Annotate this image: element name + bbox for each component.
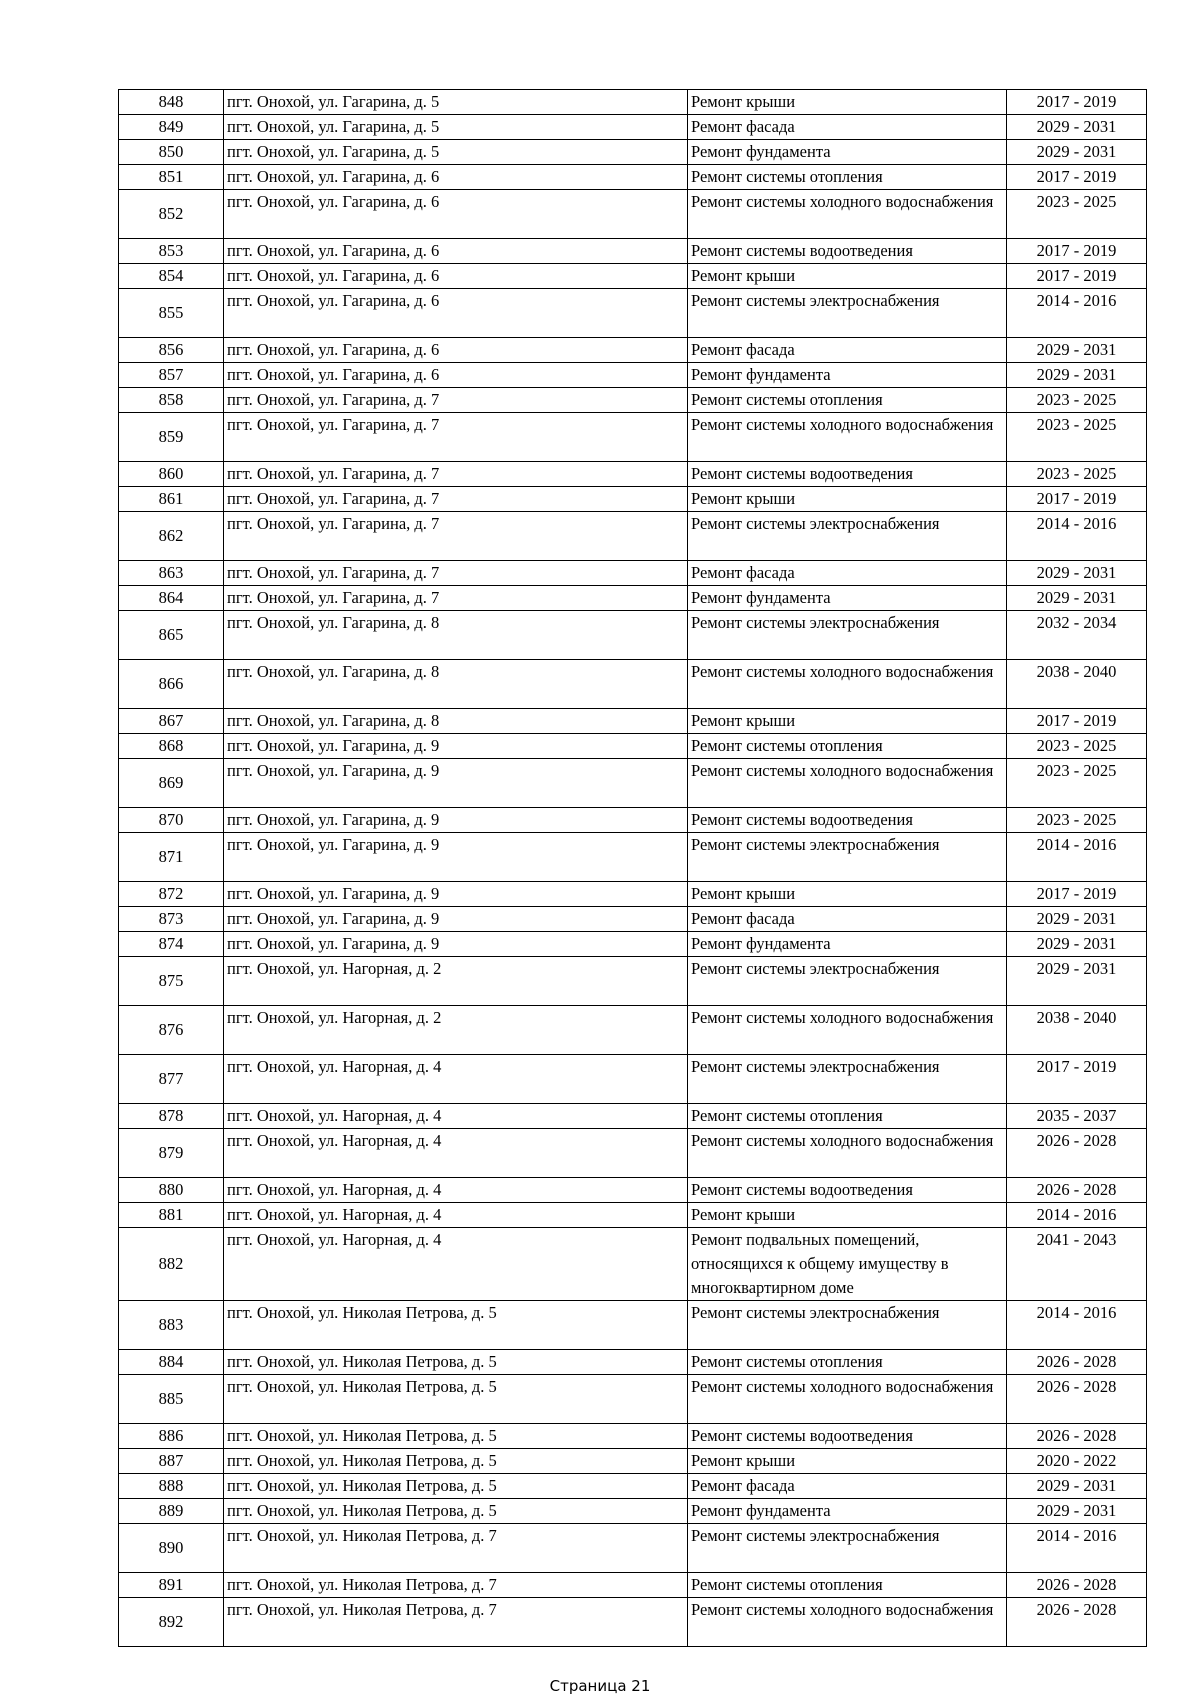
row-number-cell: 860 [119,462,224,487]
row-number-cell: 861 [119,487,224,512]
address-cell: пгт. Онохой, ул. Гагарина, д. 9 [224,882,688,907]
table-row [119,759,1147,808]
row-number-cell: 880 [119,1178,224,1203]
page-footer [0,1677,1200,1695]
row-number-cell: 858 [119,388,224,413]
period-cell: 2017 - 2019 [1007,90,1147,115]
address-cell: пгт. Онохой, ул. Николая Петрова, д. 5 [224,1474,688,1499]
table-row [119,734,1147,759]
row-number-cell: 890 [119,1524,224,1573]
address-cell: пгт. Онохой, ул. Николая Петрова, д. 7 [224,1598,688,1647]
address-cell: пгт. Онохой, ул. Гагарина, д. 8 [224,660,688,709]
work-type-cell: Ремонт системы электроснабжения [688,1055,1007,1104]
work-type-cell: Ремонт системы электроснабжения [688,1524,1007,1573]
table-row [119,1055,1147,1104]
address-cell: пгт. Онохой, ул. Гагарина, д. 7 [224,413,688,462]
work-type-cell: Ремонт фасада [688,561,1007,586]
row-number-cell: 879 [119,1129,224,1178]
work-type-cell: Ремонт системы отопления [688,1350,1007,1375]
work-type-cell: Ремонт крыши [688,882,1007,907]
row-number-cell: 859 [119,413,224,462]
work-type-cell: Ремонт системы холодного водоснабжения [688,1129,1007,1178]
page-number: Страница 21 [549,1677,651,1695]
table-row [119,1104,1147,1129]
row-number-cell: 865 [119,611,224,660]
period-cell: 2014 - 2016 [1007,1203,1147,1228]
address-cell: пгт. Онохой, ул. Николая Петрова, д. 5 [224,1350,688,1375]
table-row [119,1449,1147,1474]
table-row [119,115,1147,140]
address-cell: пгт. Онохой, ул. Гагарина, д. 7 [224,462,688,487]
table-row [119,90,1147,115]
address-cell: пгт. Онохой, ул. Гагарина, д. 6 [224,338,688,363]
table-row [119,709,1147,734]
period-cell: 2029 - 2031 [1007,586,1147,611]
work-type-cell: Ремонт системы электроснабжения [688,1301,1007,1350]
address-cell: пгт. Онохой, ул. Гагарина, д. 9 [224,734,688,759]
period-cell: 2014 - 2016 [1007,1524,1147,1573]
work-type-cell: Ремонт крыши [688,1203,1007,1228]
address-cell: пгт. Онохой, ул. Нагорная, д. 2 [224,1006,688,1055]
address-cell: пгт. Онохой, ул. Николая Петрова, д. 5 [224,1499,688,1524]
row-number-cell: 869 [119,759,224,808]
address-cell: пгт. Онохой, ул. Гагарина, д. 6 [224,239,688,264]
address-cell: пгт. Онохой, ул. Нагорная, д. 4 [224,1203,688,1228]
row-number-cell: 853 [119,239,224,264]
work-type-cell: Ремонт системы водоотведения [688,1424,1007,1449]
work-type-cell: Ремонт системы отопления [688,1104,1007,1129]
address-cell: пгт. Онохой, ул. Нагорная, д. 4 [224,1129,688,1178]
row-number-cell: 874 [119,932,224,957]
period-cell: 2014 - 2016 [1007,1301,1147,1350]
period-cell: 2029 - 2031 [1007,957,1147,1006]
period-cell: 2017 - 2019 [1007,264,1147,289]
row-number-cell: 886 [119,1424,224,1449]
address-cell: пгт. Онохой, ул. Гагарина, д. 6 [224,264,688,289]
work-type-cell: Ремонт системы холодного водоснабжения [688,1375,1007,1424]
work-type-cell: Ремонт системы холодного водоснабжения [688,1006,1007,1055]
work-type-cell: Ремонт фасада [688,338,1007,363]
row-number-cell: 854 [119,264,224,289]
address-cell: пгт. Онохой, ул. Гагарина, д. 6 [224,289,688,338]
table-row [119,338,1147,363]
period-cell: 2023 - 2025 [1007,808,1147,833]
work-type-cell: Ремонт фасада [688,907,1007,932]
table-row [119,239,1147,264]
address-cell: пгт. Онохой, ул. Нагорная, д. 4 [224,1178,688,1203]
table-row [119,1499,1147,1524]
table-row [119,1424,1147,1449]
table-row [119,833,1147,882]
address-cell: пгт. Онохой, ул. Нагорная, д. 2 [224,957,688,1006]
period-cell: 2029 - 2031 [1007,140,1147,165]
period-cell: 2014 - 2016 [1007,512,1147,561]
work-type-cell: Ремонт системы отопления [688,1573,1007,1598]
period-cell: 2029 - 2031 [1007,1499,1147,1524]
row-number-cell: 857 [119,363,224,388]
work-type-cell: Ремонт фасада [688,115,1007,140]
table-row [119,1524,1147,1573]
row-number-cell: 889 [119,1499,224,1524]
address-cell: пгт. Онохой, ул. Николая Петрова, д. 5 [224,1301,688,1350]
row-number-cell: 887 [119,1449,224,1474]
work-type-cell: Ремонт системы отопления [688,734,1007,759]
table-row [119,1203,1147,1228]
table-row [119,190,1147,239]
period-cell: 2014 - 2016 [1007,289,1147,338]
period-cell: 2029 - 2031 [1007,115,1147,140]
period-cell: 2017 - 2019 [1007,1055,1147,1104]
period-cell: 2017 - 2019 [1007,165,1147,190]
table-row [119,1006,1147,1055]
table-row [119,1350,1147,1375]
table-row [119,808,1147,833]
address-cell: пгт. Онохой, ул. Гагарина, д. 5 [224,115,688,140]
work-type-cell: Ремонт подвальных помещений, относящихся к общему имуществу в многоквартирном доме [688,1228,1007,1301]
work-type-cell: Ремонт фундамента [688,586,1007,611]
address-cell: пгт. Онохой, ул. Гагарина, д. 5 [224,90,688,115]
address-cell: пгт. Онохой, ул. Николая Петрова, д. 7 [224,1573,688,1598]
row-number-cell: 873 [119,907,224,932]
address-cell: пгт. Онохой, ул. Гагарина, д. 7 [224,388,688,413]
row-number-cell: 868 [119,734,224,759]
work-type-cell: Ремонт системы электроснабжения [688,289,1007,338]
row-number-cell: 867 [119,709,224,734]
work-type-cell: Ремонт фундамента [688,140,1007,165]
period-cell: 2038 - 2040 [1007,1006,1147,1055]
row-number-cell: 856 [119,338,224,363]
table-row [119,1129,1147,1178]
table-row [119,264,1147,289]
period-cell: 2029 - 2031 [1007,338,1147,363]
period-cell: 2023 - 2025 [1007,759,1147,808]
table-row [119,1573,1147,1598]
address-cell: пгт. Онохой, ул. Гагарина, д. 9 [224,907,688,932]
period-cell: 2029 - 2031 [1007,932,1147,957]
work-type-cell: Ремонт фундамента [688,1499,1007,1524]
table-row [119,660,1147,709]
row-number-cell: 855 [119,289,224,338]
period-cell: 2029 - 2031 [1007,363,1147,388]
table-row [119,932,1147,957]
address-cell: пгт. Онохой, ул. Гагарина, д. 9 [224,808,688,833]
table-row [119,140,1147,165]
table-row [119,289,1147,338]
row-number-cell: 876 [119,1006,224,1055]
period-cell: 2023 - 2025 [1007,388,1147,413]
period-cell: 2026 - 2028 [1007,1375,1147,1424]
period-cell: 2029 - 2031 [1007,1474,1147,1499]
table-row [119,1228,1147,1301]
period-cell: 2014 - 2016 [1007,833,1147,882]
period-cell: 2032 - 2034 [1007,611,1147,660]
address-cell: пгт. Онохой, ул. Николая Петрова, д. 5 [224,1375,688,1424]
row-number-cell: 875 [119,957,224,1006]
row-number-cell: 864 [119,586,224,611]
period-cell: 2017 - 2019 [1007,882,1147,907]
row-number-cell: 852 [119,190,224,239]
work-type-cell: Ремонт системы водоотведения [688,239,1007,264]
table-row [119,882,1147,907]
address-cell: пгт. Онохой, ул. Гагарина, д. 6 [224,363,688,388]
work-type-cell: Ремонт системы холодного водоснабжения [688,660,1007,709]
period-cell: 2029 - 2031 [1007,561,1147,586]
address-cell: пгт. Онохой, ул. Гагарина, д. 9 [224,932,688,957]
work-type-cell: Ремонт системы электроснабжения [688,512,1007,561]
address-cell: пгт. Онохой, ул. Нагорная, д. 4 [224,1055,688,1104]
table-row [119,512,1147,561]
row-number-cell: 877 [119,1055,224,1104]
address-cell: пгт. Онохой, ул. Гагарина, д. 7 [224,512,688,561]
row-number-cell: 851 [119,165,224,190]
address-cell: пгт. Онохой, ул. Гагарина, д. 8 [224,709,688,734]
row-number-cell: 862 [119,512,224,561]
work-type-cell: Ремонт крыши [688,90,1007,115]
period-cell: 2017 - 2019 [1007,709,1147,734]
work-type-cell: Ремонт системы электроснабжения [688,611,1007,660]
period-cell: 2023 - 2025 [1007,462,1147,487]
period-cell: 2041 - 2043 [1007,1228,1147,1301]
work-type-cell: Ремонт крыши [688,487,1007,512]
period-cell: 2035 - 2037 [1007,1104,1147,1129]
table-row [119,611,1147,660]
table-row [119,1301,1147,1350]
row-number-cell: 863 [119,561,224,586]
works-table-body [119,90,1147,1647]
table-row [119,388,1147,413]
row-number-cell: 848 [119,90,224,115]
work-type-cell: Ремонт фундамента [688,932,1007,957]
row-number-cell: 891 [119,1573,224,1598]
work-type-cell: Ремонт системы водоотведения [688,1178,1007,1203]
table-row [119,907,1147,932]
address-cell: пгт. Онохой, ул. Гагарина, д. 9 [224,833,688,882]
work-type-cell: Ремонт системы водоотведения [688,462,1007,487]
table-row [119,363,1147,388]
row-number-cell: 870 [119,808,224,833]
row-number-cell: 885 [119,1375,224,1424]
address-cell: пгт. Онохой, ул. Гагарина, д. 9 [224,759,688,808]
table-row [119,462,1147,487]
table-row [119,413,1147,462]
period-cell: 2017 - 2019 [1007,239,1147,264]
works-table [118,89,1147,1647]
row-number-cell: 881 [119,1203,224,1228]
address-cell: пгт. Онохой, ул. Гагарина, д. 8 [224,611,688,660]
row-number-cell: 878 [119,1104,224,1129]
address-cell: пгт. Онохой, ул. Нагорная, д. 4 [224,1104,688,1129]
row-number-cell: 882 [119,1228,224,1301]
period-cell: 2026 - 2028 [1007,1598,1147,1647]
work-type-cell: Ремонт системы отопления [688,388,1007,413]
period-cell: 2026 - 2028 [1007,1129,1147,1178]
table-row [119,165,1147,190]
address-cell: пгт. Онохой, ул. Гагарина, д. 5 [224,140,688,165]
period-cell: 2026 - 2028 [1007,1178,1147,1203]
work-type-cell: Ремонт фундамента [688,363,1007,388]
row-number-cell: 884 [119,1350,224,1375]
work-type-cell: Ремонт фасада [688,1474,1007,1499]
row-number-cell: 866 [119,660,224,709]
table-row [119,561,1147,586]
table-row [119,1474,1147,1499]
work-type-cell: Ремонт системы водоотведения [688,808,1007,833]
row-number-cell: 871 [119,833,224,882]
row-number-cell: 888 [119,1474,224,1499]
period-cell: 2020 - 2022 [1007,1449,1147,1474]
address-cell: пгт. Онохой, ул. Гагарина, д. 6 [224,165,688,190]
row-number-cell: 872 [119,882,224,907]
period-cell: 2023 - 2025 [1007,413,1147,462]
table-row [119,1598,1147,1647]
work-type-cell: Ремонт системы холодного водоснабжения [688,413,1007,462]
address-cell: пгт. Онохой, ул. Гагарина, д. 6 [224,190,688,239]
work-type-cell: Ремонт системы холодного водоснабжения [688,1598,1007,1647]
period-cell: 2026 - 2028 [1007,1573,1147,1598]
work-type-cell: Ремонт системы холодного водоснабжения [688,190,1007,239]
period-cell: 2023 - 2025 [1007,190,1147,239]
work-type-cell: Ремонт крыши [688,264,1007,289]
table-row [119,957,1147,1006]
table-row [119,487,1147,512]
work-type-cell: Ремонт системы электроснабжения [688,833,1007,882]
address-cell: пгт. Онохой, ул. Нагорная, д. 4 [224,1228,688,1301]
row-number-cell: 849 [119,115,224,140]
table-row [119,586,1147,611]
address-cell: пгт. Онохой, ул. Гагарина, д. 7 [224,487,688,512]
address-cell: пгт. Онохой, ул. Николая Петрова, д. 7 [224,1524,688,1573]
work-type-cell: Ремонт системы электроснабжения [688,957,1007,1006]
work-type-cell: Ремонт системы холодного водоснабжения [688,759,1007,808]
work-type-cell: Ремонт системы отопления [688,165,1007,190]
period-cell: 2026 - 2028 [1007,1350,1147,1375]
address-cell: пгт. Онохой, ул. Николая Петрова, д. 5 [224,1449,688,1474]
address-cell: пгт. Онохой, ул. Гагарина, д. 7 [224,561,688,586]
table-row [119,1178,1147,1203]
period-cell: 2029 - 2031 [1007,907,1147,932]
period-cell: 2038 - 2040 [1007,660,1147,709]
address-cell: пгт. Онохой, ул. Гагарина, д. 7 [224,586,688,611]
address-cell: пгт. Онохой, ул. Николая Петрова, д. 5 [224,1424,688,1449]
period-cell: 2023 - 2025 [1007,734,1147,759]
period-cell: 2026 - 2028 [1007,1424,1147,1449]
table-row [119,1375,1147,1424]
row-number-cell: 883 [119,1301,224,1350]
work-type-cell: Ремонт крыши [688,709,1007,734]
row-number-cell: 892 [119,1598,224,1647]
work-type-cell: Ремонт крыши [688,1449,1007,1474]
period-cell: 2017 - 2019 [1007,487,1147,512]
row-number-cell: 850 [119,140,224,165]
